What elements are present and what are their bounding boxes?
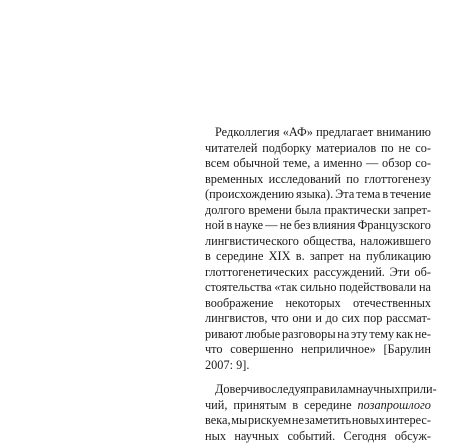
word: об- — [414, 265, 431, 281]
word: науке — [234, 218, 263, 234]
word: века, — [205, 413, 231, 429]
word: тема — [356, 187, 380, 203]
word: стоятельства — [205, 280, 272, 296]
word: интерес- — [386, 413, 431, 429]
word: практически — [324, 203, 390, 219]
word: публикацию — [366, 249, 431, 265]
text-line — [205, 382, 431, 398]
paragraph-intro — [205, 125, 431, 373]
text-line — [205, 265, 431, 281]
text-line — [205, 342, 431, 358]
text-line — [205, 311, 431, 327]
word: как — [396, 327, 413, 343]
word: прили- — [401, 382, 437, 398]
text-line — [205, 125, 431, 141]
word: ных — [205, 429, 226, 444]
word: долгого — [205, 203, 245, 219]
word: некоторых — [285, 296, 340, 312]
word: течение — [390, 187, 431, 203]
word: в — [292, 398, 298, 414]
word: что — [271, 311, 289, 327]
word: эту — [351, 327, 368, 343]
word: середине — [304, 398, 351, 414]
word: по — [346, 172, 359, 188]
word: (происхождению — [205, 187, 294, 203]
word: без — [294, 218, 311, 234]
word: читателей — [205, 141, 257, 157]
text-line-last: 2007: 9]. — [205, 358, 431, 374]
word: со- — [415, 141, 431, 157]
word: всем — [205, 156, 230, 172]
word: материалов — [316, 141, 376, 157]
word: чий, — [205, 398, 227, 414]
word: на — [349, 249, 361, 265]
word: ривают — [205, 327, 243, 343]
word: и — [315, 311, 322, 327]
word: времени — [248, 203, 292, 219]
word: новых — [352, 413, 385, 429]
text-line — [205, 413, 431, 429]
text-line — [205, 156, 431, 172]
word: середине — [216, 249, 263, 265]
word: была — [295, 203, 321, 219]
word: правилам — [306, 382, 356, 398]
word: запрет- — [393, 203, 431, 219]
word: мы — [231, 413, 247, 429]
text-line — [205, 187, 431, 203]
word: Сегодня — [344, 429, 387, 444]
body-text — [205, 125, 431, 444]
word: разговоры — [282, 327, 336, 343]
word: сильно — [300, 280, 337, 296]
text-line — [205, 280, 431, 296]
word: не- — [415, 327, 431, 343]
word: что — [205, 342, 223, 358]
word: следуя — [271, 382, 306, 398]
word: сих — [342, 311, 360, 327]
word: — — [366, 156, 378, 172]
word: Доверчиво — [215, 382, 271, 398]
word: обсуж- — [395, 429, 431, 444]
word: подействовали — [339, 280, 416, 296]
word: Французского — [358, 218, 431, 234]
word: запрет — [310, 249, 344, 265]
word: общества, — [303, 234, 356, 250]
text-line — [205, 429, 431, 444]
text-line — [205, 172, 431, 188]
word: в — [382, 187, 388, 203]
word: ной — [205, 218, 224, 234]
word: не — [398, 141, 410, 157]
word: теме, — [283, 156, 310, 172]
text-line — [205, 327, 431, 343]
word: в — [205, 249, 211, 265]
word: Эта — [335, 187, 354, 203]
word: научных — [356, 382, 401, 398]
word: рискуем — [248, 413, 291, 429]
word: любые — [245, 327, 280, 343]
word: именно — [323, 156, 362, 172]
word: воображение — [205, 296, 273, 312]
text-line — [205, 141, 431, 157]
word: заметить — [305, 413, 352, 429]
word: вниманию — [376, 125, 430, 141]
word: влияния — [313, 218, 356, 234]
word: по — [381, 141, 394, 157]
emphasis-word: позапрошлого — [358, 398, 431, 414]
word: Эти — [390, 265, 410, 281]
word: языка). — [296, 187, 333, 203]
text-line — [205, 203, 431, 219]
word: а — [314, 156, 319, 172]
word: подборку — [262, 141, 311, 157]
word: Редколлегия — [215, 125, 280, 141]
word: со- — [415, 156, 431, 172]
paragraph-gap — [205, 373, 431, 382]
word: отечественных — [353, 296, 431, 312]
word: лингвистического — [205, 234, 299, 250]
text-line — [205, 234, 431, 250]
word: тему — [369, 327, 394, 343]
word: — — [265, 218, 277, 234]
text-line — [205, 218, 431, 234]
word: на — [337, 327, 349, 343]
word: лингвистов, — [205, 311, 267, 327]
word: XIX — [269, 249, 291, 265]
text-line — [205, 296, 431, 312]
word: в. — [296, 249, 305, 265]
word: обычной — [233, 156, 279, 172]
word: на — [419, 280, 431, 296]
word: обзор — [382, 156, 412, 172]
word: временных — [205, 172, 263, 188]
word: в — [226, 218, 232, 234]
word: неприличное» — [301, 342, 376, 358]
word: событий. — [287, 429, 335, 444]
text-line — [205, 249, 431, 265]
word: не — [292, 413, 304, 429]
word: принятым — [233, 398, 286, 414]
word: научных — [234, 429, 279, 444]
word: не — [280, 218, 292, 234]
word: «так — [274, 280, 297, 296]
word: предлагает — [316, 125, 373, 141]
word: рассмат- — [386, 311, 431, 327]
word: глоттогенезу — [364, 172, 431, 188]
word: исследований — [269, 172, 341, 188]
paragraph-second — [205, 382, 431, 444]
word: они — [292, 311, 311, 327]
word: [Барулин — [383, 342, 431, 358]
word: наложившего — [360, 234, 431, 250]
word: глоттогенетических — [205, 265, 309, 281]
word: пор — [364, 311, 383, 327]
word: совершенно — [230, 342, 293, 358]
word: до — [326, 311, 338, 327]
word: «АФ» — [283, 125, 313, 141]
word: рассуждений. — [313, 265, 384, 281]
